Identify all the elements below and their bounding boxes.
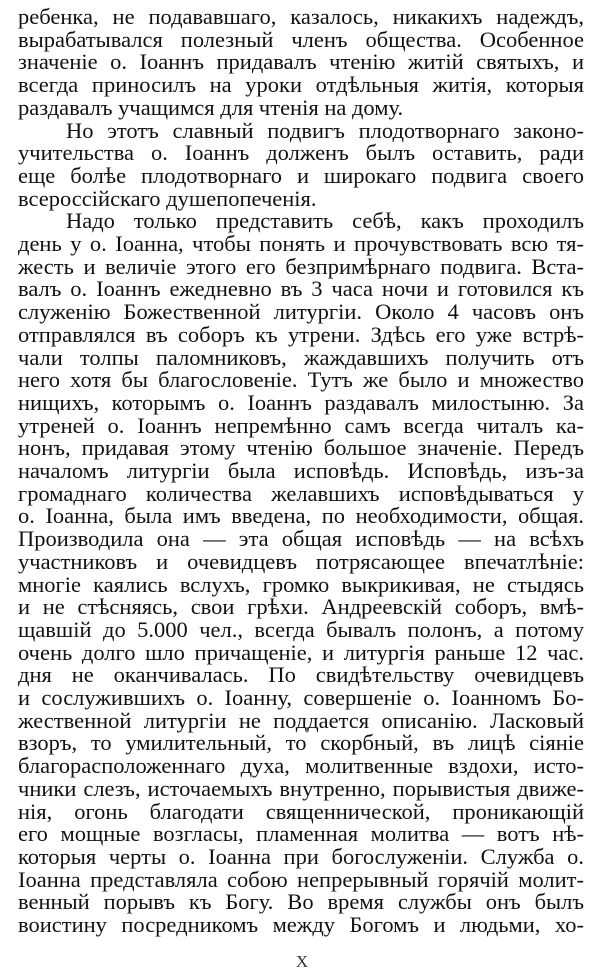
text-line: ребенка, не подававшаго, казалось, никакихъ надеждъ, xyxy=(18,4,584,29)
text-line: всероссійскаго душепопеченія. xyxy=(18,185,317,211)
text-line: нонъ, придавая этому чтенію большое значеніе. Передъ xyxy=(18,435,584,461)
text-line: благорасположеннаго духа, молитвенные вздохи, исто- xyxy=(18,753,584,779)
text-line: Производила она — эта общая исповѣдь — на всѣхъ xyxy=(18,526,584,552)
text-line: всегда приносилъ на уроки отдѣльныя житія, которыя xyxy=(18,72,584,98)
text-line: воистину посредникомъ между Богомъ и людьми, хо- xyxy=(18,912,584,937)
text-line: день у о. Іоанна, чтобы понять и прочувствовать всю тя- xyxy=(18,231,584,256)
text-line: и сослужившихъ о. Іоанну, совершеніе о. Іоанномъ Бо- xyxy=(18,685,584,710)
text-line: многіе каялись вслухъ, громко выкрикивая, не стыдясь xyxy=(18,571,584,597)
text-line: нія, огонь благодати священнической, проникающій xyxy=(18,798,584,824)
text-line: вырабатывался полезный членъ общества. Особенное xyxy=(18,26,584,52)
text-line: участниковъ и очевидцевъ потрясающее впечатлѣніе: xyxy=(18,548,584,574)
text-line: валъ о. Іоаннъ ежедневно въ 3 часа ночи и готовился къ xyxy=(18,276,584,302)
text-line: нищихъ, которымъ о. Іоаннъ раздавалъ милостыню. За xyxy=(18,389,584,415)
text-line: Іоанна представляла собою непрерывный горячій молит- xyxy=(18,866,584,892)
text-line: и не стѣсняясь, свои грѣхи. Андреевскій соборъ, вмѣ- xyxy=(18,594,584,620)
text-line: утреней о. Іоаннъ непремѣнно самъ всегда читалъ ка- xyxy=(18,412,584,438)
text-line: жесть и величіе этого его безпримѣрнаго подвига. Вста- xyxy=(18,253,584,279)
text-line: еще болѣе плодотворнаго и широкаго подвига своего xyxy=(18,162,584,188)
text-line: учительства о. Іоаннъ долженъ былъ оставить, ради xyxy=(18,140,584,166)
text-line: громаднаго количества желавшихъ исповѣдываться у xyxy=(18,480,584,506)
text-line: которыя черты о. Іоанна при богослуженіи. Служба о. xyxy=(18,843,584,869)
text-line: него хотя бы благословеніе. Тутъ же было и множество xyxy=(18,367,584,393)
text-line: жественной литургіи не поддается описанію. Ласковый xyxy=(18,707,584,733)
text-line: значеніе о. Іоаннъ придавалъ чтенію житій святыхъ, и xyxy=(18,49,584,75)
text-line: служенію Божественной литургіи. Около 4 часовъ онъ xyxy=(18,299,584,325)
text-line: очень долго шло причащеніе, и литургія раньше 12 час. xyxy=(18,639,584,665)
text-line: венный порывъ къ Богу. Во время службы онъ былъ xyxy=(18,889,584,915)
text-line: щавшій до 5.000 чел., всегда бывалъ полонъ, а потому xyxy=(18,616,584,642)
text-line: раздавалъ учащимся для чтенія на дому. xyxy=(18,94,404,120)
text-line: Но этотъ славный подвигъ плодотворнаго законо- xyxy=(66,117,584,143)
text-line: взоръ, то умилительный, то скорбный, въ лицѣ сіяніе xyxy=(18,730,584,756)
text-line: отправлялся въ соборъ къ утрени. Здѣсь его уже встрѣ- xyxy=(18,321,584,347)
text-line: его мощные возгласы, пламенная молитва — вотъ нѣ- xyxy=(18,821,584,847)
page-number: X xyxy=(295,952,309,971)
text-line: началомъ литургіи была исповѣдь. Исповѣдь, изъ-за xyxy=(18,458,584,483)
text-line: о. Іоанна, была имъ введена, по необходимости, общая. xyxy=(18,503,584,529)
text-line: Надо только представить себѣ, какъ проходилъ xyxy=(66,208,584,234)
text-line: дня не оканчивалась. По свидѣтельству очевидцевъ xyxy=(18,662,584,688)
text-line: чали толпы паломниковъ, жаждавшихъ получить отъ xyxy=(18,344,584,370)
text-line: чники слезъ, источаемыхъ внутренно, порывистыя движе- xyxy=(18,775,584,801)
